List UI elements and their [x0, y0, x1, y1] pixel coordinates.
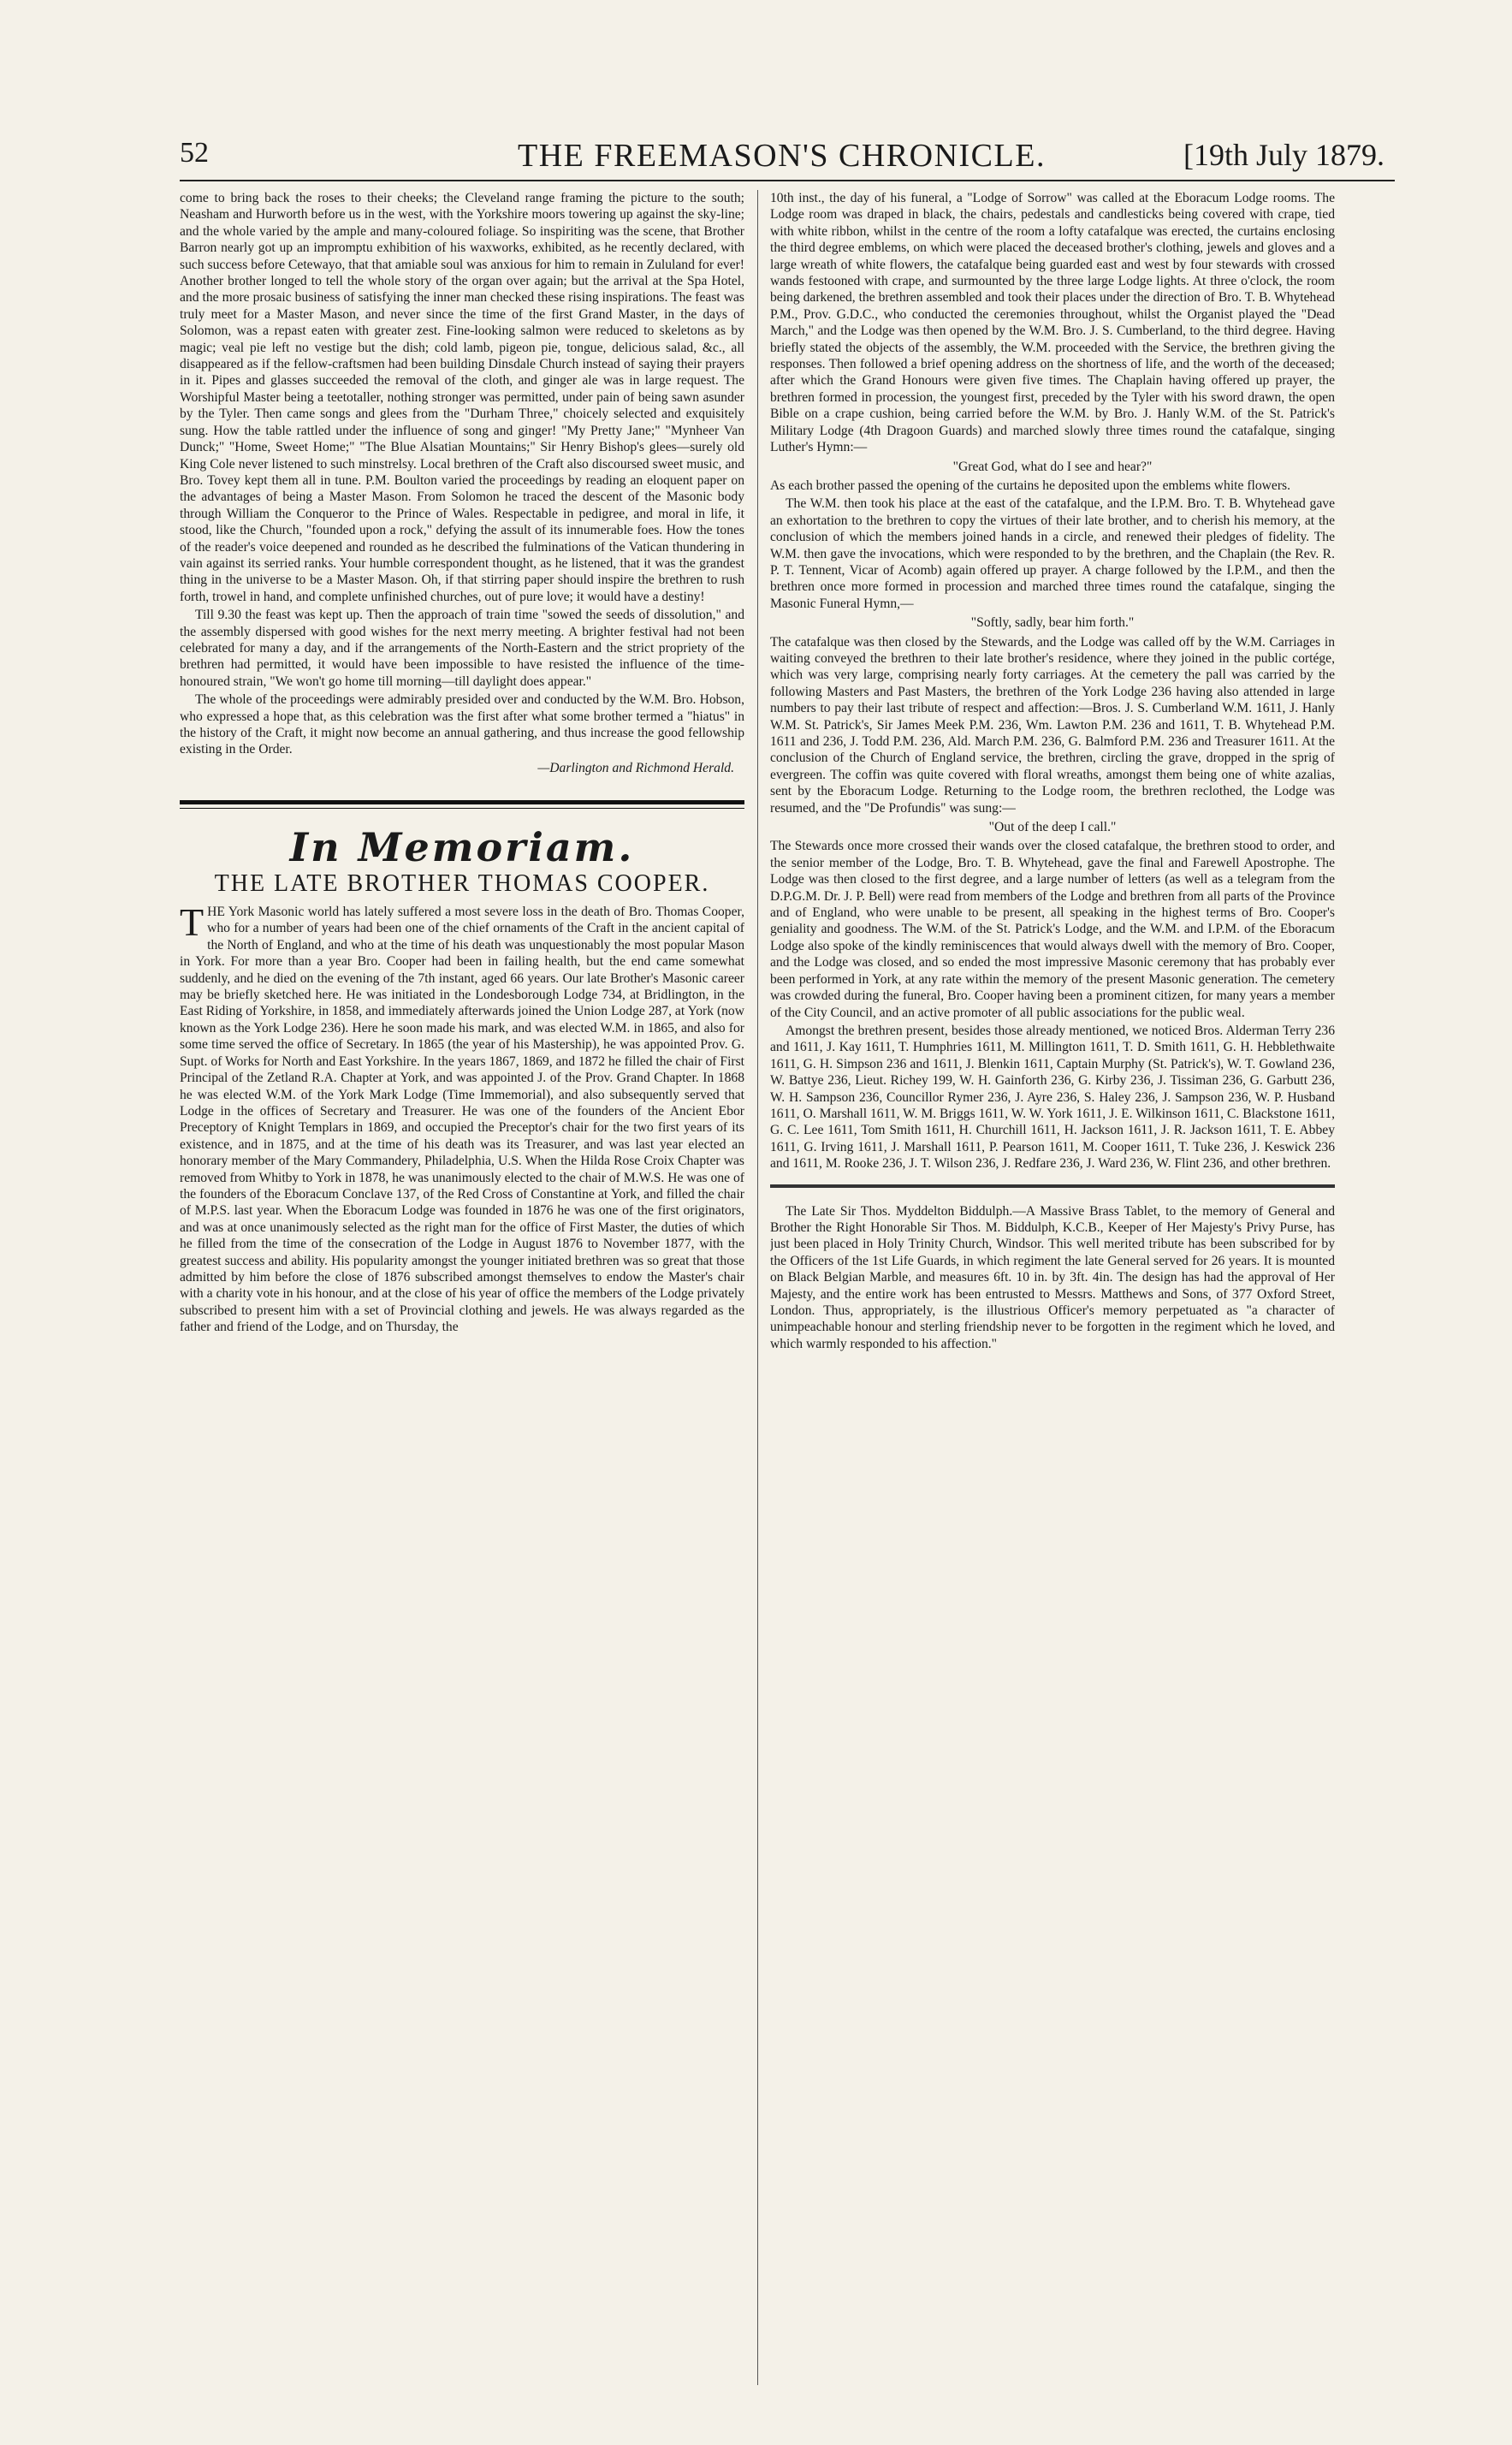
biddulph-notice: The Late Sir Thos. Myddelton Biddulph.—A Massive Brass Tablet, to the memory of General and Brother the Right Honorable Sir Thos. M. Biddulph, K.C.B., Keeper of Her Majesty's Privy Purse, has just been placed in Holy Trinity Church, Windsor. This well merited tribute has been subscribed for by the Officers of the 1st Life Guards, in which regiment the late General served for 26 years. It is mounted on Black Belgian Marble, and measures 6ft. 10 in. by 3ft. 4in. The design has had the approval of Her Majesty, and the entire work has been entrusted to Messrs. Matthews and Sons, of 377 Oxford Street, London. Thus, appropriately, is the illustrious Officer's memory perpetuated as "a character of unimpeachable honour and sterling friendship never to be forgotten in the regiment which he loved, and which warmly responded to his affection." [770, 1203, 1335, 1351]
hymn-quote: "Great God, what do I see and hear?" [952, 459, 1153, 474]
article-paragraph: Till 9.30 the feast was kept up. Then the approach of train time "sowed the seeds of dissolution," and the assembly dispersed with good wishes for the next merry meeting. A brighter festival had not been celebrated for many a day, and if the arrangements of the North-Eastern and the strict propriety of the brethren had permitted, it would have been impossible to have resisted the influence of the time-honoured strain, "We won't go home till morning—till daylight does appear." [180, 608, 744, 689]
article-paragraph: The catafalque was then closed by the Stewards, and the Lodge was called off by the W.M. Carriages in waiting conveyed the brethren to their late brother's residence, where they joined in the public cortége, which was very large, comprising nearly forty carriages. At the cemetery the pall was carried by the following Masters and Past Masters, the brethren of the York Lodge 236 having also attended in large numbers to pay their last tribute of respect and affection:—Bros. J. S. Cumberland W.M. 1611, J. Hanly W.M. St. Patrick's, Sir James Meek P.M. 236, Wm. Lawton P.M. 236 and 1611, T. B. Whytehead P.M. 1611 and 236, J. Todd P.M. 236, Ald. March P.M. 236, G. Balmford P.M. 236 and Treasurer 1611. At the conclusion of the Church of England service, the brethren, circling the grave, dropped in the sprig of evergreen. The coffin was quite covered with floral wreaths, amongst them being one of white azalias, sent by the Eboracum Lodge. Returning to the Lodge room, the brethren reclothed, the Lodge was resumed, and the "De Profundis" was sung:— [770, 634, 1335, 816]
issue-date: [19th July 1879. [1183, 138, 1385, 172]
article-paragraph: 10th inst., the day of his funeral, a "Lodge of Sorrow" was called at the Eboracum Lodge rooms. The Lodge room was draped in black, the chairs, pedestals and candlesticks being covered with crape, tied with white ribbon, whilst in the centre of the room a lofty catafalque was erected, the curtains enclosing the third degree emblems, on which were placed the deceased brother's clothing, jewels and gloves and a large wreath of white flowers, the catafalque being guarded east and west by four stewards with crossed wands festooned with crape, and surmounted by the three large Lodge lights. At three o'clock, the room being darkened, the brethren assembled and took their places under the direction of Bro. T. B. Whytehead P.M., Prov. G.D.C., who conducted the ceremonies throughout, whilst the Organist played the "Dead March," and the Lodge was then opened by the W.M. Bro. J. S. Cumberland, to the third degree. Having briefly stated the objects of the assembly, the W.M. proceeded with the Service, the brethren giving the responses. Then followed a brief opening address on the shortness of life, and the worth of the deceased; after which the Grand Honours were given five times. The Chaplain having offered up prayer, the brethren formed in procession, the youngest first, preceded by the Tyler with his sword drawn, the open Bible on a crape cushion, being carried before the W.M. by Bro. J. Hanly W.M. of the St. Patrick's Military Lodge (4th Dragoon Guards) and marched slowly three times round the catafalque, singing Luther's Hymn:— [770, 191, 1335, 455]
in-memoriam-heading: In Memoriam. [289, 824, 635, 871]
article-paragraph: The Stewards once more crossed their wands over the closed catafalque, the brethren stood to order, and the senior member of the Lodge, Bro. T. B. Whytehead, gave the final and Farewell Apostrophe. The Lodge was then closed to the first degree, and a large number of letters (as well as a telegram from the D.P.G.M. Dr. J. P. Bell) were read from members of the Lodge and brethren from all parts of the Province and of England, who were unable to be present, all speaking in the highest terms of Bro. Cooper's geniality and goodness. The W.M. of the St. Patrick's Lodge, and the W.M. and I.P.M. of the Eboracum Lodge also spoke of the kindly reminiscences that would always dwell with the memory of Bro. Cooper, and the Lodge was closed, and so ended the most impressive Masonic ceremony that has probably ever been performed in York, at any rate within the memory of the present Masonic generation. The cemetery was crowded during the funeral, Bro. Cooper having been a prominent citizen, for many years a member of the City Council, and an active promoter of all public associations for the public weal. [770, 839, 1335, 1020]
article-paragraph: come to bring back the roses to their cheeks; the Cleveland range framing the picture to the south; Neasham and Hurworth before us in the west, with the Yorkshire moors towering up against the sky-line; and the whole varied by the ample and many-coloured foliage. So inspiriting was the scene, that Brother Barron nearly got up an impromptu exhibition of his waxworks, exhibited, as he recently declared, with such success before Cetewayo, that that amiable soul was anxious for him to remain in Zululand for ever! Another brother longed to tell the whole story of the organ over again; but the arrival at the Spa Hotel, and the more prosaic business of satisfying the inner man checked these rising inspirations. The feast was truly meet for a Master Mason, and never since the time of the first Grand Master, in the days of Solomon, was a repast eaten with greater zest. Fine-looking salmon were reduced to skeletons as by magic; veal pie left no vestige but the dish; cold lamb, pigeon pie, tongue, delicious salad, &c., all disappeared as if the fellow-craftsmen had been building Dinsdale Church instead of saying their prayers in it. Pipes and glasses succeeded the removal of the cloth, and ginger ale was in large request. The Worshipful Master being a teetotaller, nothing stronger was permitted, under pain of being sawn asunder by the Tyler. Then came songs and glees from the "Durham Three," choicely selected and exquisitely sung. How the table rattled under the influence of song and ginger! "My Pretty Jane;" "Mynheer Van Dunck;" "Home, Sweet Home;" "The Blue Alsatian Mountains;" Sir Henry Bishop's glees—surely old King Cole never listened to such minstrelsy. Local brethren of the Craft also discoursed sweet music, and Bro. Tovey kept them all in tune. P.M. Boulton varied the proceedings by reading an eloquent paper on the advantages of being a Master Mason. From Solomon he traced the descent of the Masonic body through William the Conqueror to the Prince of Wales. Respectable in pedigree, and moral in life, it stood, like the Church, "founded upon a rock," defying the assult of its innumerable foes. How the tones of the reader's voice deepened and rounded as he described the fulminations of the Vatican thundering in vain against its serried ranks. Your humble correspondent thought, as he listened, that it was the grandest thing in the universe to be a Master Mason. Oh, if that stirring paper should inspire the brethren to rush forth, trowel in hand, and complete unfinished churches, out of pure love; it would have a destiny! [180, 191, 744, 604]
obituary-title: THE LATE BROTHER THOMAS COOPER. [214, 869, 710, 897]
article-paragraph: The whole of the proceedings were admirably presided over and conducted by the W.M. Bro. Hobson, who expressed a hope that, as this celebration was the first after what some brother termed a "hiatus" in the history of the Craft, it might now become an annual gathering, and thus increase the good fellowship existing in the Order. [180, 692, 744, 757]
section-divider-thin [180, 808, 744, 809]
article-source: —Darlington and Richmond Herald. [537, 760, 734, 775]
article-paragraph: As each brother passed the opening of the curtains he deposited upon the emblems white flowers. [770, 478, 1290, 493]
obituary-text: HE York Masonic world has lately suffered a most severe loss in the death of Bro. Thomas Cooper, who for a number of years had been one of the chief ornaments of the Craft in the ancient capital of the North of England, and who at the time of his death was unquestionably the most popular Mason in York. For more than a year Bro. Cooper had been in failing health, but the end came somewhat suddenly, and he died on the evening of the 7th instant, aged 66 years. Our late Brother's Masonic career may be briefly sketched here. He was initiated in the Londesborough Lodge 734, at Bridlington, in the East Riding of Yorkshire, in 1858, and immediately afterwards joined the Union Lodge 287, at York (now known as the York Lodge 236). Here he soon made his mark, and was elected W.M. in 1865, and also for some time served the office of Secretary. In 1865 (the year of his Mastership), he was appointed Prov. G. Supt. of Works for North and East Yorkshire. In the years 1867, 1869, and 1872 he filled the chair of First Principal of the Zetland R.A. Chapter at York, and was appointed J. of the Prov. Grand Chapter. In 1868 he was elected W.M. of the York Mark Lodge (Time Immemorial), and also subsequently served that Lodge in the offices of Secretary and Treasurer. He was one of the founders of the Ancient Ebor Preceptory of Knight Templars in 1869, and occupied the Preceptor's chair for the two first years of its existence, and in 1875, and at the time of his death was its Treasurer, and was last year elected an honorary member of the Mary Commandery, Philadelphia, U.S. When the Hilda Rose Croix Chapter was removed from Whitby to York in 1878, he was unanimously elected to the chair of M.W.S. He was one of the founders of the Eboracum Conclave 137, of the Red Cross of Constantine at York, and filled the chair of M.P.S. last year. When the Eboracum Lodge was founded in 1876 he was one of the first originators, and was at once unanimously selected as the right man for the office of First Master, the duties of which he filled from the time of the consecration of the Lodge in August 1876 to November 1877, with the greatest success and ability. His popularity amongst the younger initiated brethren was so great that those admitted by him before the close of 1876 subscribed amongst themselves to endow the Master's chair with a charity vote in his honour, and at the close of his year of office the members of the Lodge privately subscribed to present him with a set of Provincial clothing and jewels. He was always regarded as the father and friend of the Lodge, and on Thursday, the [180, 905, 744, 1335]
left-column [180, 190, 744, 2415]
section-divider [770, 1184, 1335, 1188]
hymn-quote: "Softly, sadly, bear him forth." [970, 615, 1135, 631]
publication-title: THE FREEMASON'S CHRONICLE. [518, 138, 1046, 174]
article-paragraph: The W.M. then took his place at the east of the catafalque, and the I.P.M. Bro. T. B. Whytehead gave an exhortation to the brethren to copy the virtues of their late brother, and to cherish his memory, at the conclusion of which the members joined hands in a circle, and renewed their pledges of fidelity. The W.M. then gave the invocations, which were responded to by the brethren, and the Chaplain (the Rev. R. P. T. Tennent, Vicar of Acomb) again offered up prayer. A charge followed by the I.P.M., and then the brethren once more formed in procession and marched three times round the catafalque, singing the Masonic Funeral Hymn,— [770, 496, 1335, 611]
page-number: 52 [180, 137, 209, 169]
drop-cap: T [180, 900, 205, 945]
right-column [770, 190, 1335, 2415]
obituary-paragraph [180, 900, 744, 1336]
section-divider [180, 800, 744, 804]
article-paragraph: Amongst the brethren present, besides those already mentioned, we noticed Bros. Alderman Terry 236 and 1611, J. Kay 1611, T. Humphries 1611, M. Millington 1611, T. D. Smith 1611, G. H. Hebblethwaite 1611, G. H. Simpson 236 and 1611, J. Blenkin 1611, Captain Murphy (St. Patrick's), W. T. Gowland 236, W. Battye 236, Lieut. Richey 199, W. H. Gainforth 236, G. Kirby 236, J. Tissiman 236, G. Garbutt 236, W. H. Sampson 236, Councillor Rymer 236, J. Ayre 236, S. Haley 236, J. Sampson 236, W. P. Husband 1611, O. Marshall 1611, W. M. Briggs 1611, W. W. York 1611, J. E. Wilkinson 1611, C. Blackstone 1611, G. C. Lee 1611, Tom Smith 1611, H. Churchill 1611, H. Jackson 1611, J. R. Jackson 1611, T. E. Abbey 1611, G. Irving 1611, J. Marshall 1611, P. Pearson 1611, M. Cooper 1611, T. Tuke 236, J. Keswick 236 and 1611, M. Rooke 236, J. T. Wilson 236, J. Redfare 236, J. Ward 236, W. Flint 236, and other brethren. [770, 1023, 1335, 1172]
column-rule [757, 190, 758, 2385]
hymn-quote: "Out of the deep I call." [988, 820, 1117, 835]
masthead [180, 137, 1395, 181]
